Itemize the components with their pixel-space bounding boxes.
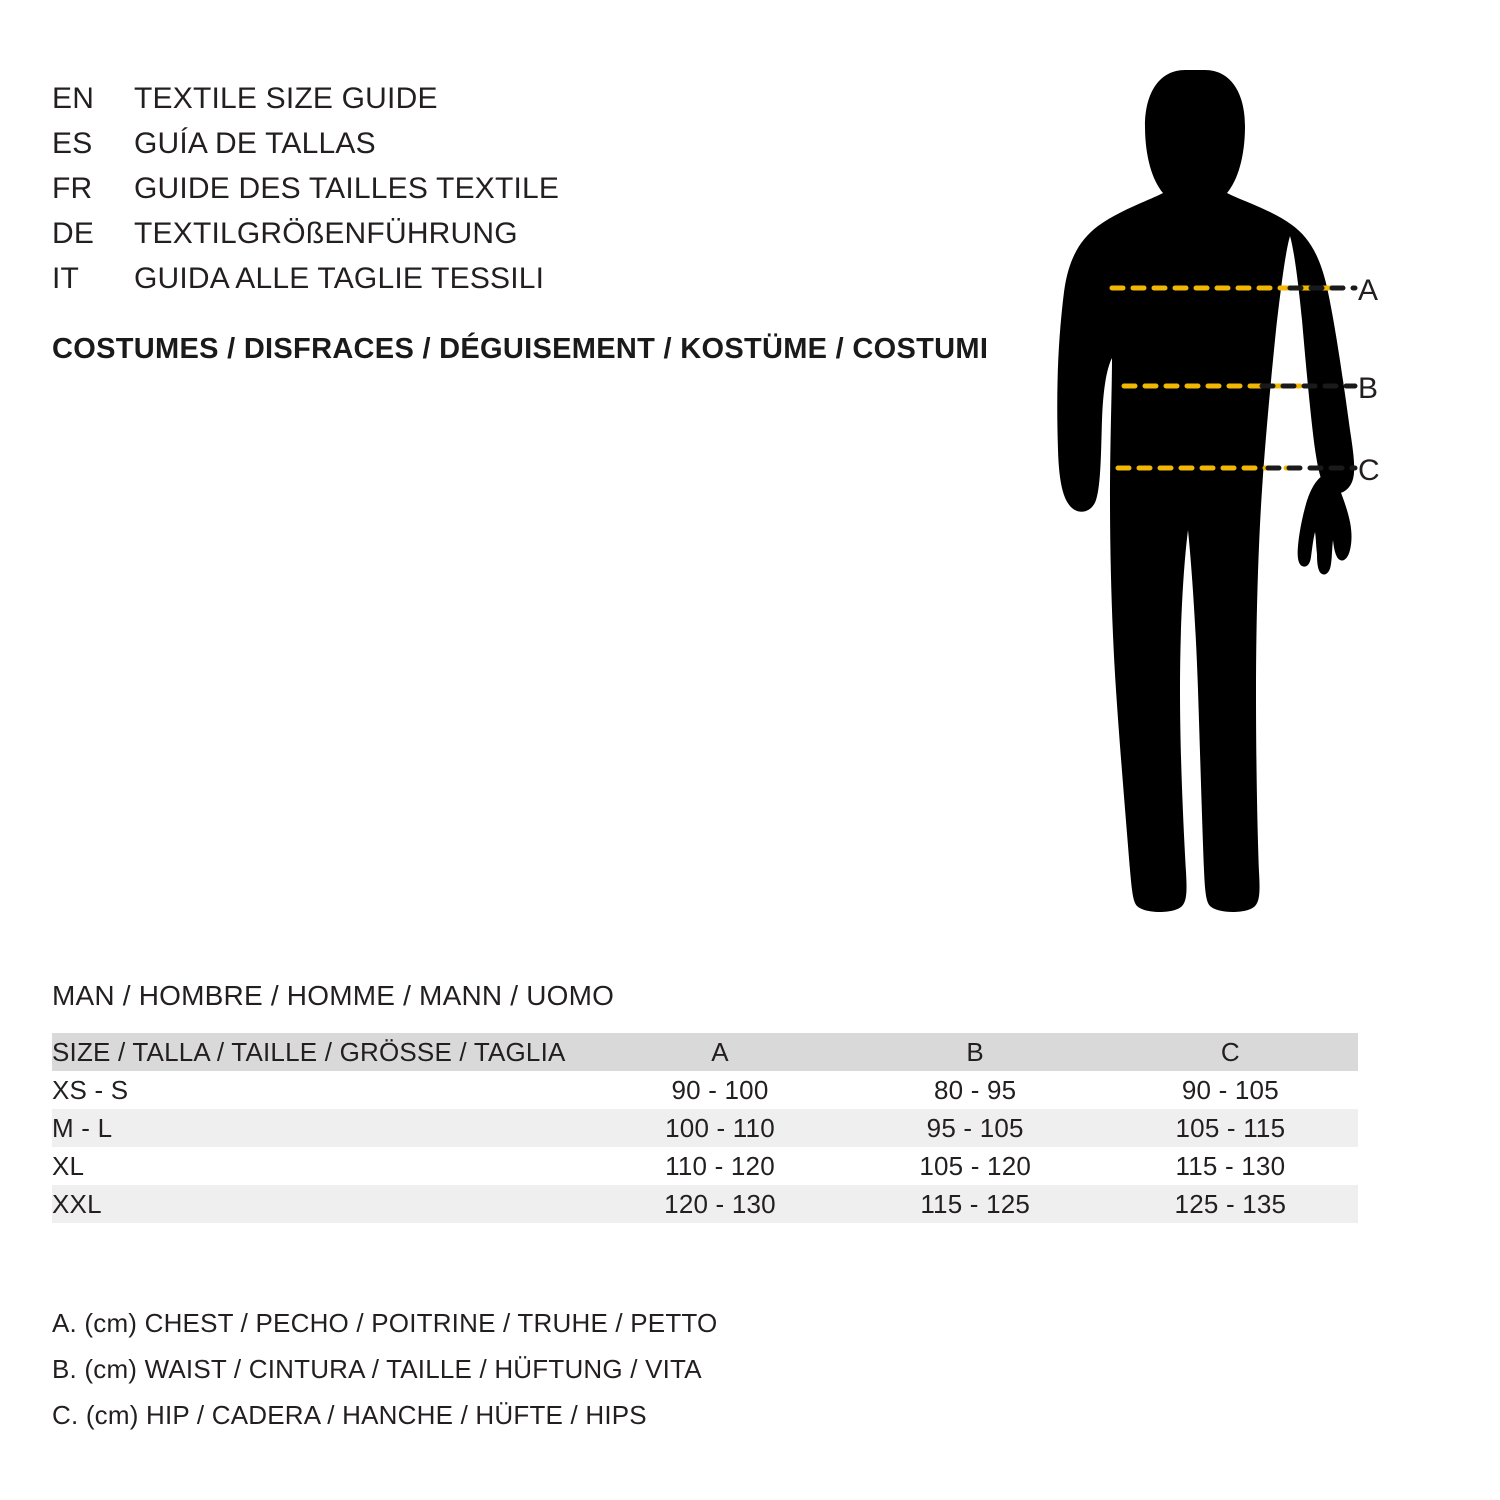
- language-title: GUIDA ALLE TAGLIE TESSILI: [134, 262, 545, 295]
- column-header-a: A: [711, 1036, 729, 1067]
- body-measurement-figure: [1000, 30, 1440, 930]
- man-silhouette-icon: [1057, 70, 1354, 912]
- language-code: IT: [52, 262, 80, 295]
- table-row: [52, 1147, 1358, 1185]
- table-title: MAN / HOMBRE / HOMME / MANN / UOMO: [52, 980, 615, 1011]
- table-row: [52, 1185, 1358, 1223]
- column-header-c: C: [1220, 1036, 1240, 1067]
- column-header-size: SIZE / TALLA / TAILLE / GRÖSSE / TAGLIA: [52, 1036, 566, 1067]
- language-row-fr: [52, 166, 1032, 211]
- legend-line-a: A. (cm) CHEST / PECHO / POITRINE / TRUHE / PETTO: [52, 1308, 718, 1338]
- cell-chest: 90 - 100: [671, 1074, 769, 1105]
- language-title: TEXTILGRÖßENFÜHRUNG: [134, 217, 518, 250]
- language-code: EN: [52, 82, 95, 115]
- language-title: GUIDE DES TAILLES TEXTILE: [134, 172, 560, 205]
- language-title: TEXTILE SIZE GUIDE: [134, 82, 438, 115]
- cell-hip: 125 - 135: [1174, 1188, 1287, 1219]
- language-row-de: [52, 211, 1032, 256]
- cell-chest: 110 - 120: [665, 1150, 775, 1181]
- cell-size: XXL: [52, 1188, 102, 1219]
- cell-size: XL: [52, 1150, 85, 1181]
- language-title: GUÍA DE TALLAS: [134, 127, 376, 160]
- language-code: FR: [52, 172, 93, 205]
- header-subtitle: COSTUMES / DISFRACES / DÉGUISEMENT / KOSTÜME / COSTUMI: [52, 333, 989, 365]
- table-row: [52, 1109, 1358, 1147]
- legend-line-b: B. (cm) WAIST / CINTURA / TAILLE / HÜFTUNG / VITA: [52, 1354, 702, 1384]
- legend-line-c: C. (cm) HIP / CADERA / HANCHE / HÜFTE / HIPS: [52, 1400, 647, 1430]
- cell-waist: 95 - 105: [926, 1112, 1024, 1143]
- cell-waist: 80 - 95: [934, 1074, 1017, 1105]
- language-title-list: [52, 76, 1032, 301]
- measure-label-c: C: [1358, 454, 1380, 487]
- cell-hip: 105 - 115: [1175, 1112, 1286, 1143]
- measure-label-b: B: [1358, 372, 1379, 405]
- measure-label-a: A: [1358, 274, 1379, 307]
- cell-hip: 90 - 105: [1181, 1074, 1279, 1105]
- measurement-legend: [52, 1300, 717, 1438]
- language-code: ES: [52, 127, 93, 160]
- cell-chest: 100 - 110: [665, 1112, 775, 1143]
- size-table: [52, 1033, 1358, 1223]
- column-header-b: B: [966, 1036, 984, 1067]
- cell-waist: 105 - 120: [919, 1150, 1032, 1181]
- language-row-es: [52, 121, 1032, 166]
- language-row-en: [52, 76, 1032, 121]
- cell-chest: 120 - 130: [664, 1188, 776, 1219]
- cell-waist: 115 - 125: [920, 1188, 1031, 1219]
- language-row-it: [52, 256, 1032, 301]
- cell-hip: 115 - 130: [1175, 1150, 1286, 1181]
- table-row: [52, 1071, 1358, 1109]
- language-code: DE: [52, 217, 95, 250]
- cell-size: XS - S: [52, 1074, 129, 1105]
- table-header-row: [52, 1033, 1358, 1071]
- cell-size: M - L: [52, 1112, 113, 1143]
